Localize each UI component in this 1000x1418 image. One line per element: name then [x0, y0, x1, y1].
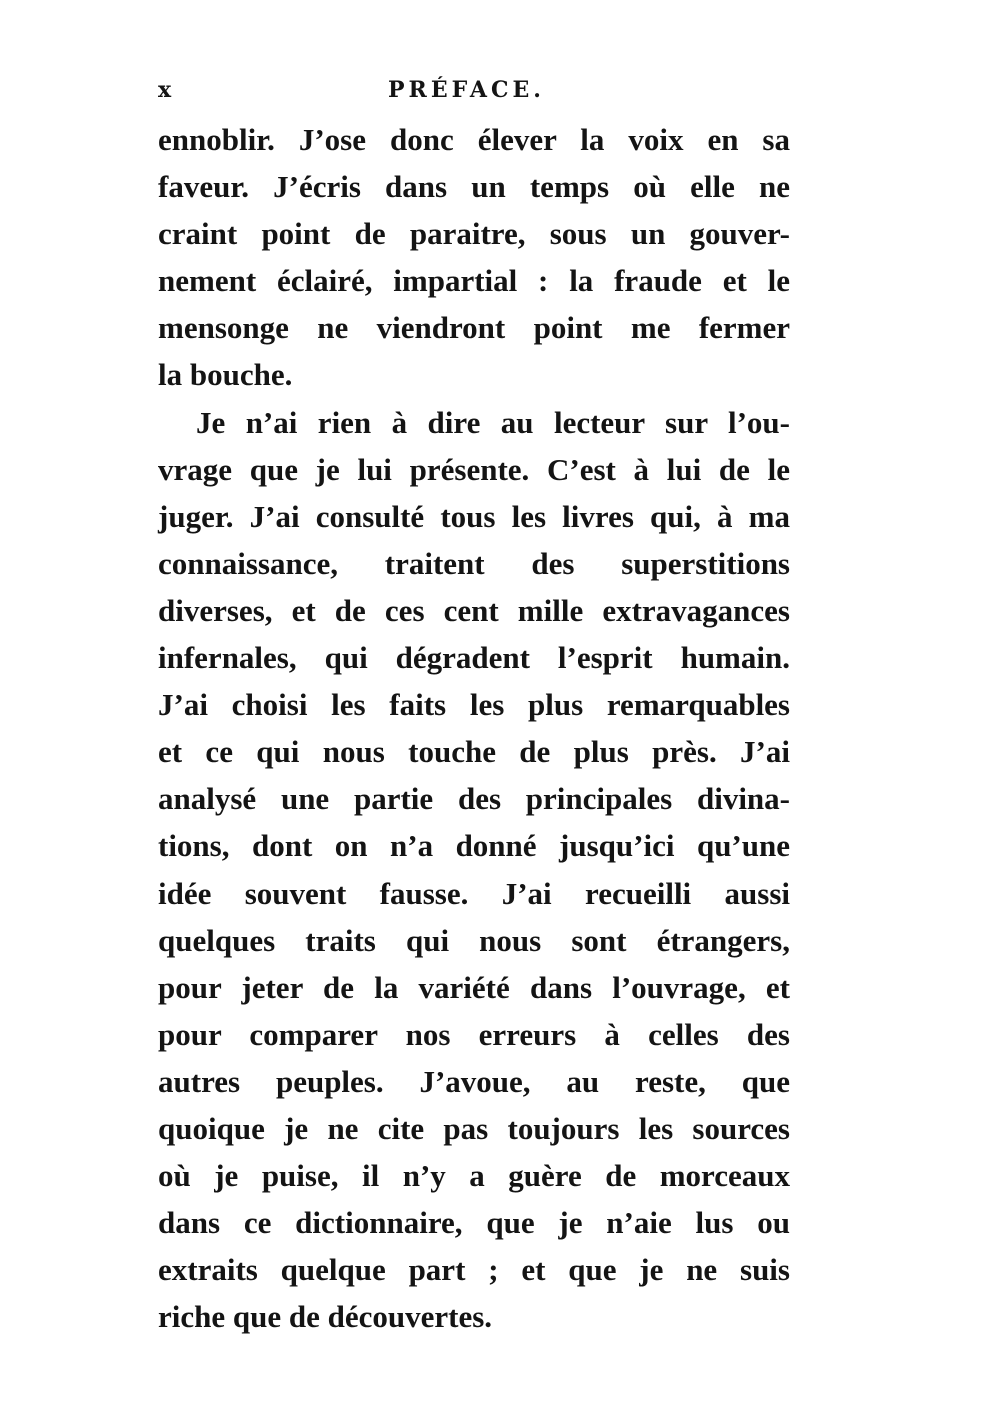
text-line: Je n’ai rien à dire au lecteur sur l’ou- — [196, 404, 790, 440]
text-line: pour jeter de la variété dans l’ouvrage, et — [158, 969, 790, 1005]
body-text — [158, 116, 790, 1340]
text-line: vrage que je lui présente. C’est à lui de le — [158, 451, 790, 487]
text-line: pour comparer nos erreurs à celles des — [158, 1016, 790, 1052]
page-number: x — [158, 77, 172, 103]
text-line: infernales, qui dégradent l’esprit humain. — [158, 640, 790, 676]
text-line: analysé une partie des principales divina- — [158, 781, 790, 817]
text-line: juger. J’ai consulté tous les livres qui, à ma — [158, 498, 790, 534]
text-line: ennoblir. J’ose donc élever la voix en sa — [158, 122, 790, 157]
text-line: idée souvent fausse. J’ai recueilli aussi — [158, 875, 790, 911]
text-line: tions, dont on n’a donné jusqu’ici qu’une — [158, 828, 790, 864]
paragraph — [158, 399, 790, 1341]
text-line: et ce qui nous touche de plus près. J’ai — [158, 734, 790, 770]
text-line: riche que de découvertes. — [158, 1299, 493, 1335]
text-line: diverses, et de ces cent mille extravagances — [158, 592, 790, 628]
text-line: la bouche. — [158, 357, 293, 393]
text-line: faveur. J’écris dans un temps où elle ne — [158, 169, 790, 205]
running-title: PRÉFACE. — [388, 77, 545, 103]
text-line: connaissance, traitent des superstitions — [158, 545, 790, 581]
paragraph-continuation — [158, 116, 790, 399]
text-line: dans ce dictionnaire, que je n’aie lus ou — [158, 1205, 790, 1241]
text-line: extraits quelque part ; et que je ne suis — [158, 1252, 790, 1288]
text-line: craint point de paraitre, sous un gouver- — [158, 216, 790, 252]
text-line: nement éclairé, impartial : la fraude et le — [158, 263, 790, 299]
text-line: J’ai choisi les faits les plus remarquables — [158, 687, 790, 723]
running-head — [158, 70, 798, 110]
text-line: quelques traits qui nous sont étrangers, — [158, 922, 790, 958]
text-line: où je puise, il n’y a guère de morceaux — [158, 1158, 790, 1194]
text-line: autres peuples. J’avoue, au reste, que — [158, 1063, 790, 1099]
text-line: quoique je ne cite pas toujours les sources — [158, 1110, 790, 1146]
text-line: mensonge ne viendront point me fermer — [158, 310, 790, 346]
